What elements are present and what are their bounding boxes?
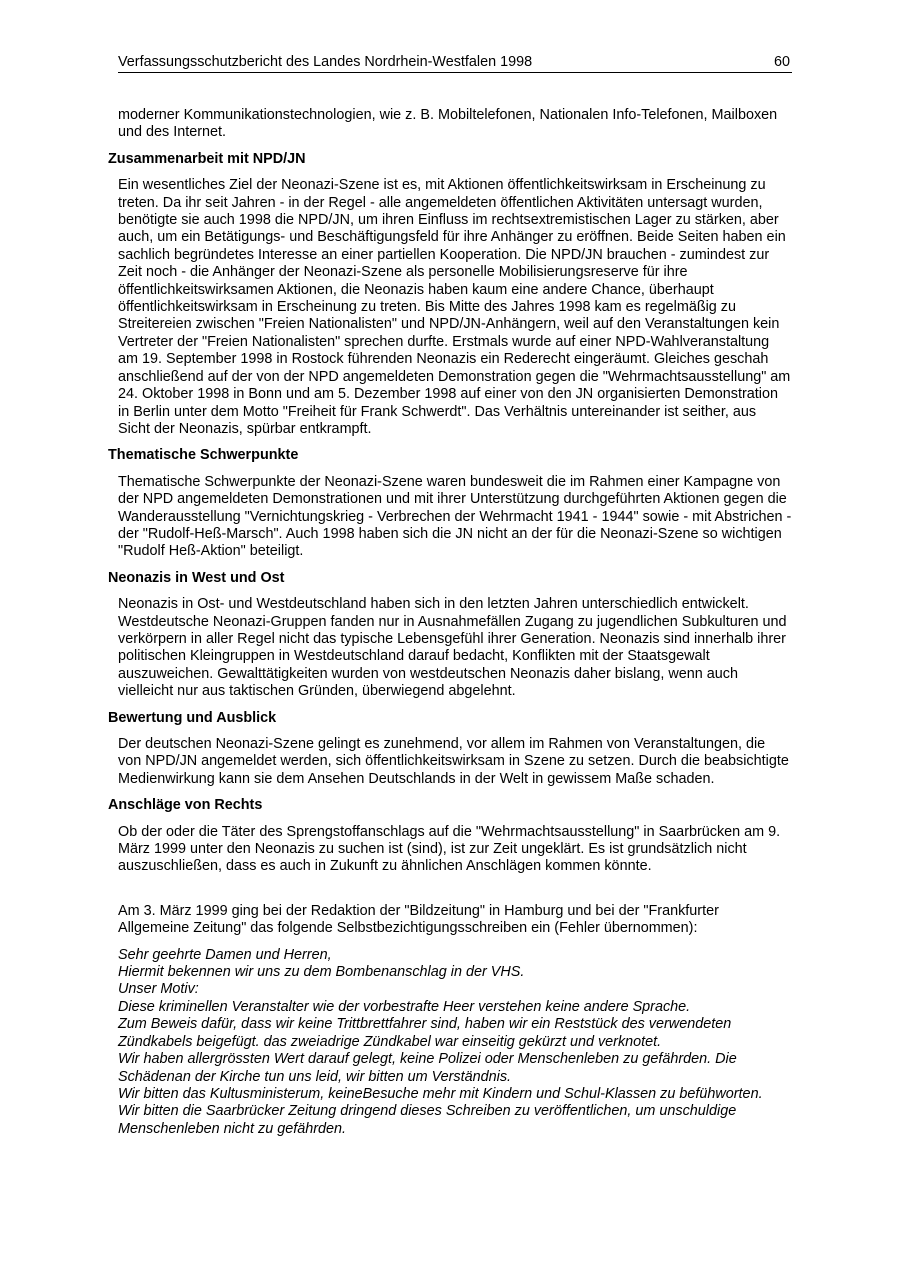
- letter-line: Hiermit bekennen wir uns zu dem Bombenanschlag in der VHS.: [118, 964, 525, 981]
- document-body: [108, 107, 792, 1138]
- section-paragraph: Ob der oder die Täter des Sprengstoffanschlags auf die "Wehrmachtsausstellung" in Saarbrücken am 9. März 1999 unter den Neonazis zu suchen ist (sind), ist zur Zeit ungeklärt. Es ist grundsätzlich nicht auszuschließen, dass es auch in Zukunft zu ähnlichen Anschlägen kommen könnte.: [118, 823, 781, 875]
- letter-line: Diese kriminellen Veranstalter wie der vorbestrafte Heer verstehen keine andere Sprache.: [118, 998, 691, 1015]
- letter-line: Wir bitten das Kultusministerum, keineBesuche mehr mit Kindern und Schul-Klassen zu befühworten.: [118, 1085, 763, 1102]
- letter-line: Zum Beweis dafür, dass wir keine Trittbrettfahrer sind, haben wir ein Reststück des verwendeten Zündkabels beigefügt. das zweiadrige Zündkabel war einseitig gekürzt und verknotet.: [118, 1016, 732, 1050]
- quoted-letter: [118, 947, 792, 1138]
- section-heading: Zusammenarbeit mit NPD/JN: [108, 150, 306, 167]
- section-heading: Neonazis in West und Ost: [108, 569, 285, 586]
- letter-line: Sehr geehrte Damen und Herren,: [118, 946, 332, 963]
- section-paragraph: Ein wesentliches Ziel der Neonazi-Szene ist es, mit Aktionen öffentlichkeitswirksam in Erscheinung zu treten. Da ihr seit Jahren - in der Regel - alle angemeldeten öffentlichen Aktivitäten untersagt wurden, benötigte sie auch 1998 die NPD/JN, um ihren Einfluss im rechtsextremistischen Lager zu stärken, aber auch, um ein Betätigungs- und Beschäftigungsfeld für ihre Anhänger zu eröffnen. Beide Seiten haben ein sachlich begründetes Interesse an einer partiellen Kooperation. Die NPD/JN brauchen - zumindest zur Zeit noch - die Anhänger der Neonazi-Szene als personelle Mobilisierungsreserve für ihre öffentlichkeitswirksamen Aktionen, die Neonazis haben kaum eine andere Chance, überhaupt öffentlichkeitswirksam in Erscheinung zu treten. Bis Mitte des Jahres 1998 kam es regelmäßig zu Streitereien zwischen "Freien Nationalisten" und NPD/JN-Anhängern, weil auf den Veranstaltungen kein Vertreter der "Freien Nationalisten" sprechen durfte. Erstmals wurde auf einer NPD-Wahlveranstaltung am 19. September 1998 in Rostock führenden Neonazis ein Rederecht eingeräumt. Gleiches geschah anschließend auf der von der NPD angemeldeten Demonstration gegen die "Wehrmachtsausstellung" am 24. Oktober 1998 in Bonn und am 5. Dezember 1998 auf einer von den JN organisierten Demonstration in Berlin unter dem Motto "Freiheit für Frank Schwerdt". Das Verhältnis untereinander ist seither, aus Sicht der Neonazis, spürbar entkrampft.: [118, 177, 791, 437]
- intro-paragraph: moderner Kommunikationstechnologien, wie z. B. Mobiltelefonen, Nationalen Info-Telefonen, Mailboxen und des Internet.: [118, 107, 778, 141]
- section-heading: Bewertung und Ausblick: [108, 709, 277, 726]
- letter-line: Wir bitten die Saarbrücker Zeitung dringend dieses Schreiben zu veröffentlichen, um unschuldige Menschenleben nicht zu gefährden.: [118, 1103, 737, 1137]
- section-paragraph: Thematische Schwerpunkte der Neonazi-Szene waren bundesweit die im Rahmen einer Kampagne von der NPD angemeldeten Demonstrationen und mit ihrer Unterstützung durchgeführten Aktionen gegen die Wanderausstellung "Vernichtungskrieg - Verbrechen der Wehrmacht 1941 - 1944" sowie - mit Abstrichen - der "Rudolf-Heß-Marsch". Auch 1998 haben sich die JN nicht an der für die Neonazi-Szene so wichtigen "Rudolf Heß-Aktion" beteiligt.: [118, 473, 792, 560]
- section-paragraph: Neonazis in Ost- und Westdeutschland haben sich in den letzten Jahren unterschiedlich entwickelt. Westdeutsche Neonazi-Gruppen fanden nur in Ausnahmefällen Zugang zu jugendlichen Subkulturen und verkörpern in aller Regel nicht das typische Lebensgefühl ihrer Generation. Neonazis sind innerhalb ihrer politischen Kleingruppen in Westdeutschland darauf bedacht, Konflikten mit der Staatsgewalt auszuweichen. Gewalttätigkeiten wurden von westdeutschen Neonazis daher bislang, wenn auch vielleicht nur aus taktischen Gründen, überwiegend abgelehnt.: [118, 596, 787, 700]
- page-number: 60: [773, 54, 790, 70]
- letter-line: Wir haben allergrössten Wert darauf gelegt, keine Polizei oder Menschenleben zu gefährden. Die Schädenan der Kirche tun uns leid, wir bitten um Verständnis.: [118, 1051, 737, 1085]
- page-header: [118, 52, 792, 73]
- letter-intro-paragraph: Am 3. März 1999 ging bei der Redaktion der "Bildzeitung" in Hamburg und bei der "Frankfurter Allgemeine Zeitung" das folgende Selbstbezichtigungsschreiben ein (Fehler übernommen):: [118, 902, 719, 937]
- section-heading: Thematische Schwerpunkte: [108, 447, 299, 464]
- header-title: Verfassungsschutzbericht des Landes Nordrhein-Westfalen 1998: [118, 54, 533, 70]
- letter-line: Unser Motiv:: [118, 981, 199, 998]
- section-heading: Anschläge von Rechts: [108, 797, 263, 814]
- section-paragraph: Der deutschen Neonazi-Szene gelingt es zunehmend, vor allem im Rahmen von Veranstaltungen, die von NPD/JN angemeldet werden, sich öffentlichkeitswirksam in Szene zu setzen. Durch die beabsichtigte Medienwirkung kann sie dem Ansehen Deutschlands in der Welt in gewissem Maße schaden.: [118, 736, 789, 787]
